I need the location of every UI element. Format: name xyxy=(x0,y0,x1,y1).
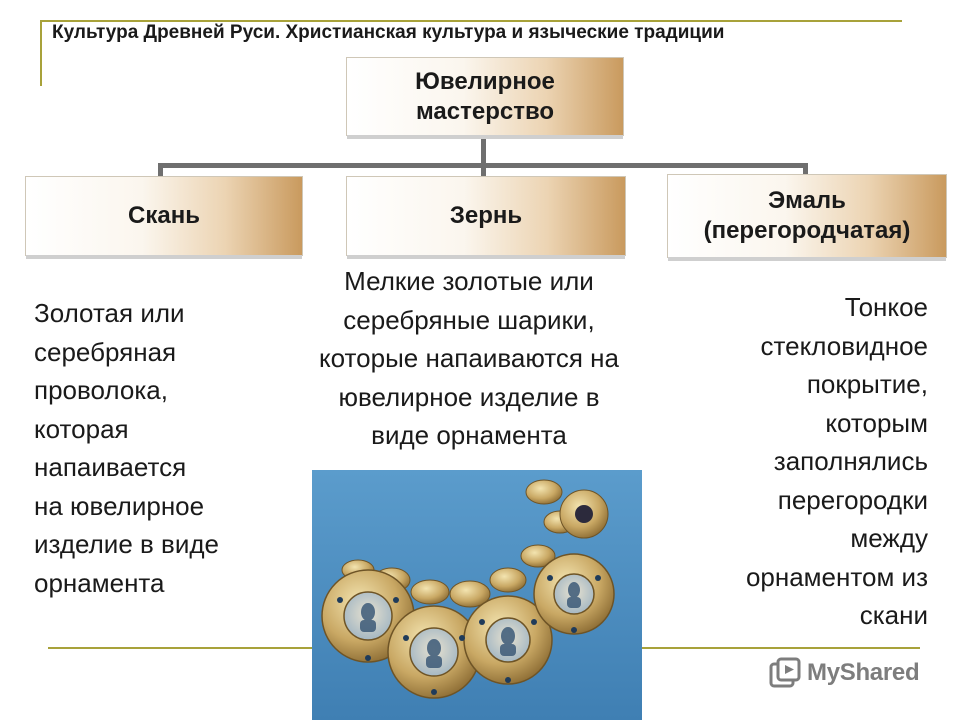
description-line: на ювелирное xyxy=(34,490,205,521)
branch-node-zern xyxy=(346,176,626,256)
description-line: которые напаиваются на xyxy=(319,343,619,373)
description-zern xyxy=(282,262,656,455)
connector-to-zern xyxy=(481,163,486,177)
description-line: проволока, xyxy=(34,375,168,405)
root-node-label: Ювелирное мастерство xyxy=(415,67,555,125)
description-line: которым xyxy=(825,407,928,438)
description-line: серебряная xyxy=(34,336,177,367)
connector-root-down xyxy=(481,137,486,165)
description-line: Мелкие золотые или xyxy=(344,266,594,296)
myshared-logo-icon xyxy=(768,656,802,690)
description-line: изделие в виде xyxy=(34,529,220,559)
description-line: Тонкое xyxy=(844,292,928,322)
branch-label-zern: Зернь xyxy=(449,202,523,229)
description-line: скани xyxy=(859,600,928,630)
slide-title: Культура Древней Руси. Христианская культура и языческие традиции xyxy=(52,22,725,43)
frame-line-left xyxy=(40,20,42,86)
watermark-text: MyShared xyxy=(807,659,920,686)
description-line: Золотая или xyxy=(34,298,185,328)
description-line: серебряные шарики, xyxy=(343,304,595,335)
branch-node-skan xyxy=(25,176,303,256)
description-line: перегородки xyxy=(777,484,928,515)
description-skan xyxy=(34,294,219,602)
description-line: ювелирное изделие в xyxy=(338,381,600,412)
description-line: заполнялись xyxy=(773,446,928,476)
connector-to-skan xyxy=(158,163,163,177)
myshared-watermark xyxy=(768,656,919,690)
description-line: стекловидное xyxy=(760,330,928,361)
branch-label-skan: Скань xyxy=(128,202,200,229)
branch-label-emal: Эмаль (перегородчатая) xyxy=(703,187,911,244)
description-line: виде орнамента xyxy=(371,420,567,450)
description-line: которая xyxy=(34,413,129,444)
root-node-box xyxy=(346,57,624,136)
description-line: между xyxy=(850,523,928,553)
description-line: орнаментом из xyxy=(745,561,928,592)
description-line: орнамента xyxy=(34,567,165,598)
description-line: покрытие, xyxy=(806,369,928,399)
branch-node-emal xyxy=(667,174,947,258)
description-line: напаивается xyxy=(34,452,187,482)
jewelry-photo xyxy=(312,470,642,720)
description-emal xyxy=(746,288,928,635)
